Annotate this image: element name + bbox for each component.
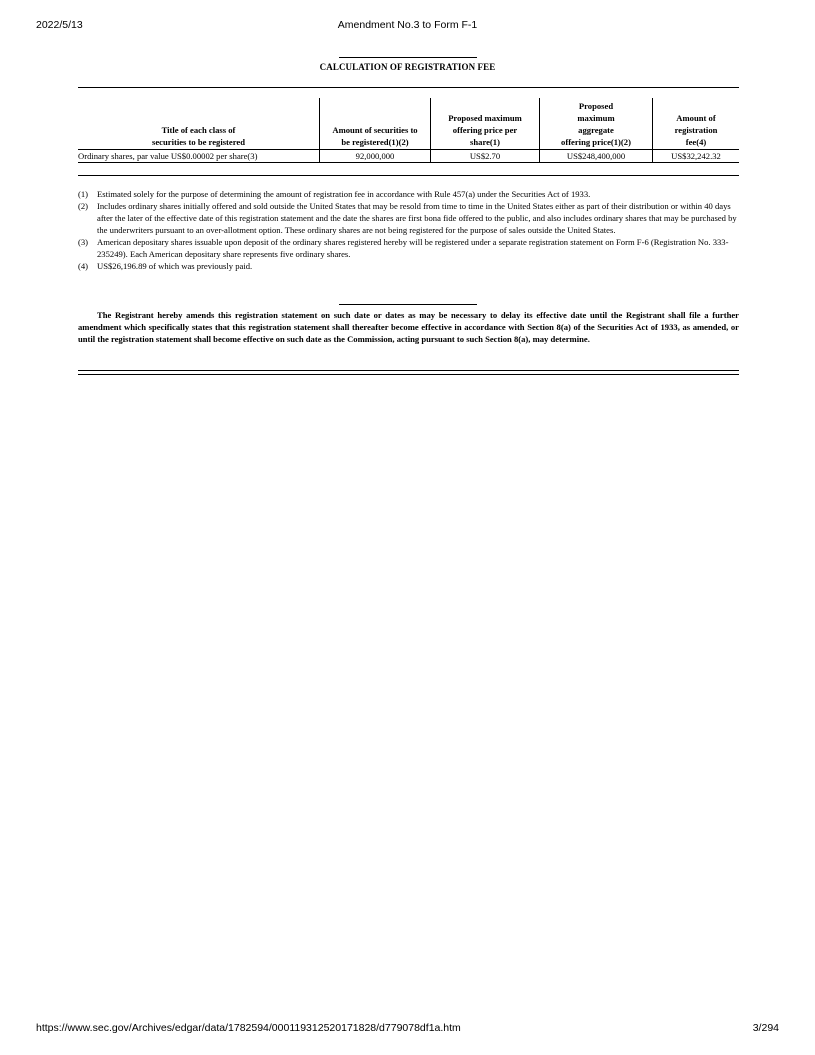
closing-rule-top: [78, 370, 739, 371]
footnote: [78, 188, 738, 200]
header-text: Proposed maximum: [448, 113, 522, 123]
header-text: be registered(1)(2): [341, 137, 409, 147]
header-text: offering price(1)(2): [561, 137, 631, 147]
header-text: fee(4): [685, 137, 707, 147]
footnote-number: (3): [78, 237, 89, 247]
header-text: Title of each class of: [161, 125, 236, 135]
table-row: [78, 150, 739, 163]
calculation-title: CALCULATION OF REGISTRATION FEE: [319, 62, 496, 72]
header-price-per-share: [431, 98, 540, 150]
footnote-number: (4): [78, 261, 89, 271]
table-header-row: [78, 98, 739, 150]
header-text: maximum: [577, 113, 615, 123]
cell-price-per-share: US$2.70: [431, 150, 540, 163]
cell-aggregate-price: US$248,400,000: [540, 150, 653, 163]
header-text: Amount of securities to: [332, 125, 418, 135]
header-amount: [320, 98, 431, 150]
header-text: offering price per: [452, 125, 518, 135]
footnote-number: (1): [78, 189, 89, 199]
footnotes: [78, 188, 738, 272]
registrant-delay-paragraph: The Registrant hereby amends this registration statement on such date or dates as may be necessary to delay its effective date until the Registrant shall file a further amendment which specifically states that this registration statement shall thereafter become effective in accordance with Section 8(a) of the Securities Act of 1933, as amended, or until the registration statement shall become effective on such date as the Commission, acting pursuant to such Section 8(a), may determine.: [78, 310, 739, 344]
header-text: Amount of registration: [674, 113, 718, 135]
header-text: share(1): [470, 137, 500, 147]
section-rule: [339, 304, 477, 305]
header-text: aggregate: [578, 125, 614, 135]
footnote-number: (2): [78, 201, 89, 211]
source-url: https://www.sec.gov/Archives/edgar/data/1782594/000119312520171828/d779078df1a.htm: [36, 1022, 461, 1034]
header-text: Proposed: [578, 101, 614, 111]
footnote-text: Includes ordinary shares initially offered and sold outside the United States that may be resold from time to time in the United States either as part of their distribution or within 40 days after the later of the effective date of this registration statement and the date the shares are first bona fide offered to the public, and also includes ordinary shares that may be purchased by the underwriters pursuant to an over-allotment option. These ordinary shares are not being registered for the purpose of sales outside the United States.: [97, 201, 737, 235]
cell-amount: 92,000,000: [320, 150, 431, 163]
print-date: 2022/5/13: [36, 19, 83, 31]
title-rule: [339, 57, 477, 58]
registration-fee-table: [78, 98, 739, 163]
page-number: 3/294: [752, 1022, 779, 1034]
footnote-text: Estimated solely for the purpose of determining the amount of registration fee in accordance with Rule 457(a) under the Securities Act of 1933.: [97, 189, 591, 199]
cell-title: Ordinary shares, par value US$0.00002 per share(3): [78, 150, 320, 163]
cell-fee: US$32,242.32: [653, 150, 740, 163]
document-title: Amendment No.3 to Form F-1: [337, 19, 478, 31]
header-title-of-class: [78, 98, 320, 150]
header-registration-fee: [653, 98, 740, 150]
footnote: [78, 236, 738, 260]
header-aggregate-price: [540, 98, 653, 150]
footnote-text: US$26,196.89 of which was previously paid.: [97, 261, 253, 271]
closing-rule-bottom: [78, 374, 739, 375]
table-bottom-rule: [78, 175, 739, 176]
footnote-text: American depositary shares issuable upon deposit of the ordinary shares registered hereby will be registered under a separate registration statement on Form F-6 (Registration No. 333-235249). Each American depositary share represents five ordinary shares.: [97, 237, 729, 259]
footnote: [78, 260, 738, 272]
footnote: [78, 200, 738, 236]
table-top-rule: [78, 87, 739, 88]
header-text: securities to be registered: [152, 137, 245, 147]
